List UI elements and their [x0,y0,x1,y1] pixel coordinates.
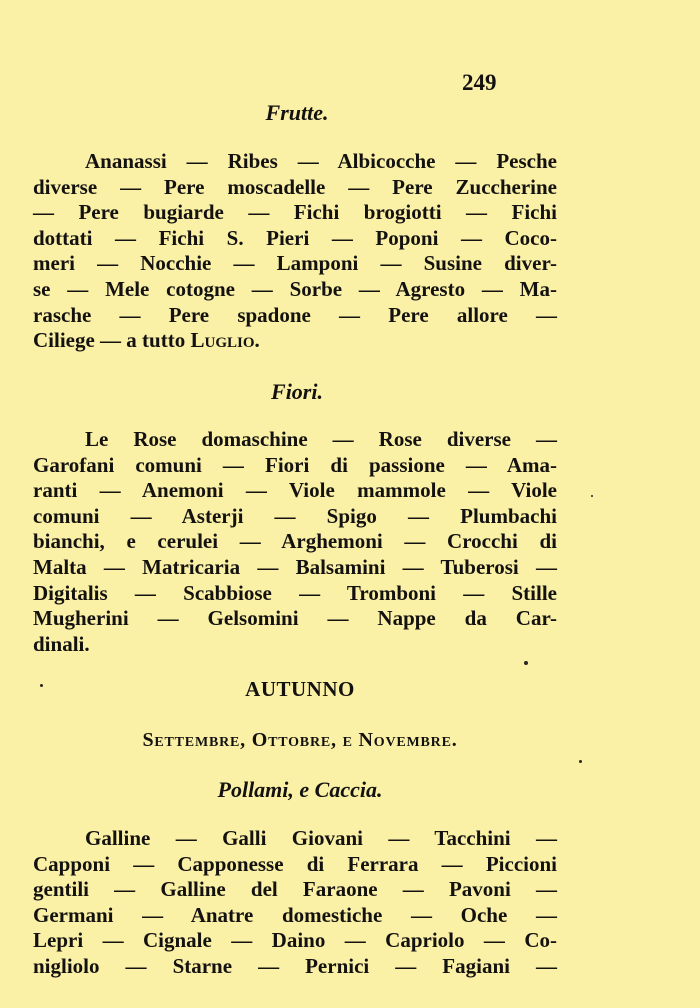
fiori-paragraph [33,427,557,657]
pollami-paragraph [33,826,557,980]
frutte-line: — Pere bugiarde — Fichi brogiotti — Fichi [33,200,557,225]
ink-speck [40,684,43,687]
pollami-line: gentili — Galline del Faraone — Pavoni — [33,877,557,902]
frutte-line: se — Mele cotogne — Sorbe — Agresto — Ma- [33,276,557,301]
frutte-line: Ananassi — Ribes — Albicocche — Pesche [85,149,557,173]
frutte-line: meri — Nocchie — Lamponi — Susine diver- [33,251,557,276]
page-number: 249 [462,70,497,95]
pollami-line: Germani — Anatre domestiche — Oche — [33,902,557,927]
ink-speck [579,760,582,763]
ink-speck [524,661,528,665]
fiori-last-line: dinali. [33,631,90,656]
fiori-line: Le Rose domaschine — Rose diverse — [85,427,557,451]
frutte-last-line-prefix: Ciliege — a tutto [33,328,191,353]
fiori-line: ranti — Anemoni — Viole mammole — Viole [33,478,557,503]
month-luglio: Luglio [190,328,255,353]
autunno-months: Settembre, Ottobre, e Novembre. [142,729,458,751]
fiori-line: Garofani comuni — Fiori di passione — Ama- [33,452,557,477]
frutte-line: rasche — Pere spadone — Pere allore — [33,302,557,327]
frutte-line: diverse — Pere moscadelle — Pere Zuccherine [33,174,557,199]
autunno-heading: AUTUNNO [245,677,355,701]
frutte-last-line-suffix: . [254,328,260,353]
frutte-line: dottati — Fichi S. Pieri — Poponi — Coco- [33,225,557,250]
fiori-heading: Fiori. [271,379,323,404]
pollami-line: Galline — Galli Giovani — Tacchini — [85,826,557,850]
pollami-line: Lepri — Cignale — Daino — Capriolo — Co- [33,928,557,953]
fiori-line: comuni — Asterji — Spigo — Plumbachi [33,503,557,528]
pollami-heading: Pollami, e Caccia. [217,777,383,802]
fiori-line: Malta — Matricaria — Balsamini — Tuberosi — [33,554,557,579]
ink-speck [591,495,593,497]
frutte-last-line [33,328,557,354]
fiori-line: Mugherini — Gelsomini — Nappe da Car- [33,606,557,631]
frutte-paragraph [33,149,557,354]
pollami-line: Capponi — Capponesse di Ferrara — Piccioni [33,851,557,876]
pollami-line: nigliolo — Starne — Pernici — Fagiani — [33,953,557,978]
frutte-heading: Frutte. [265,100,329,125]
fiori-line: bianchi, e cerulei — Arghemoni — Crocchi di [33,529,557,554]
fiori-line: Digitalis — Scabbiose — Tromboni — Stille [33,580,557,605]
